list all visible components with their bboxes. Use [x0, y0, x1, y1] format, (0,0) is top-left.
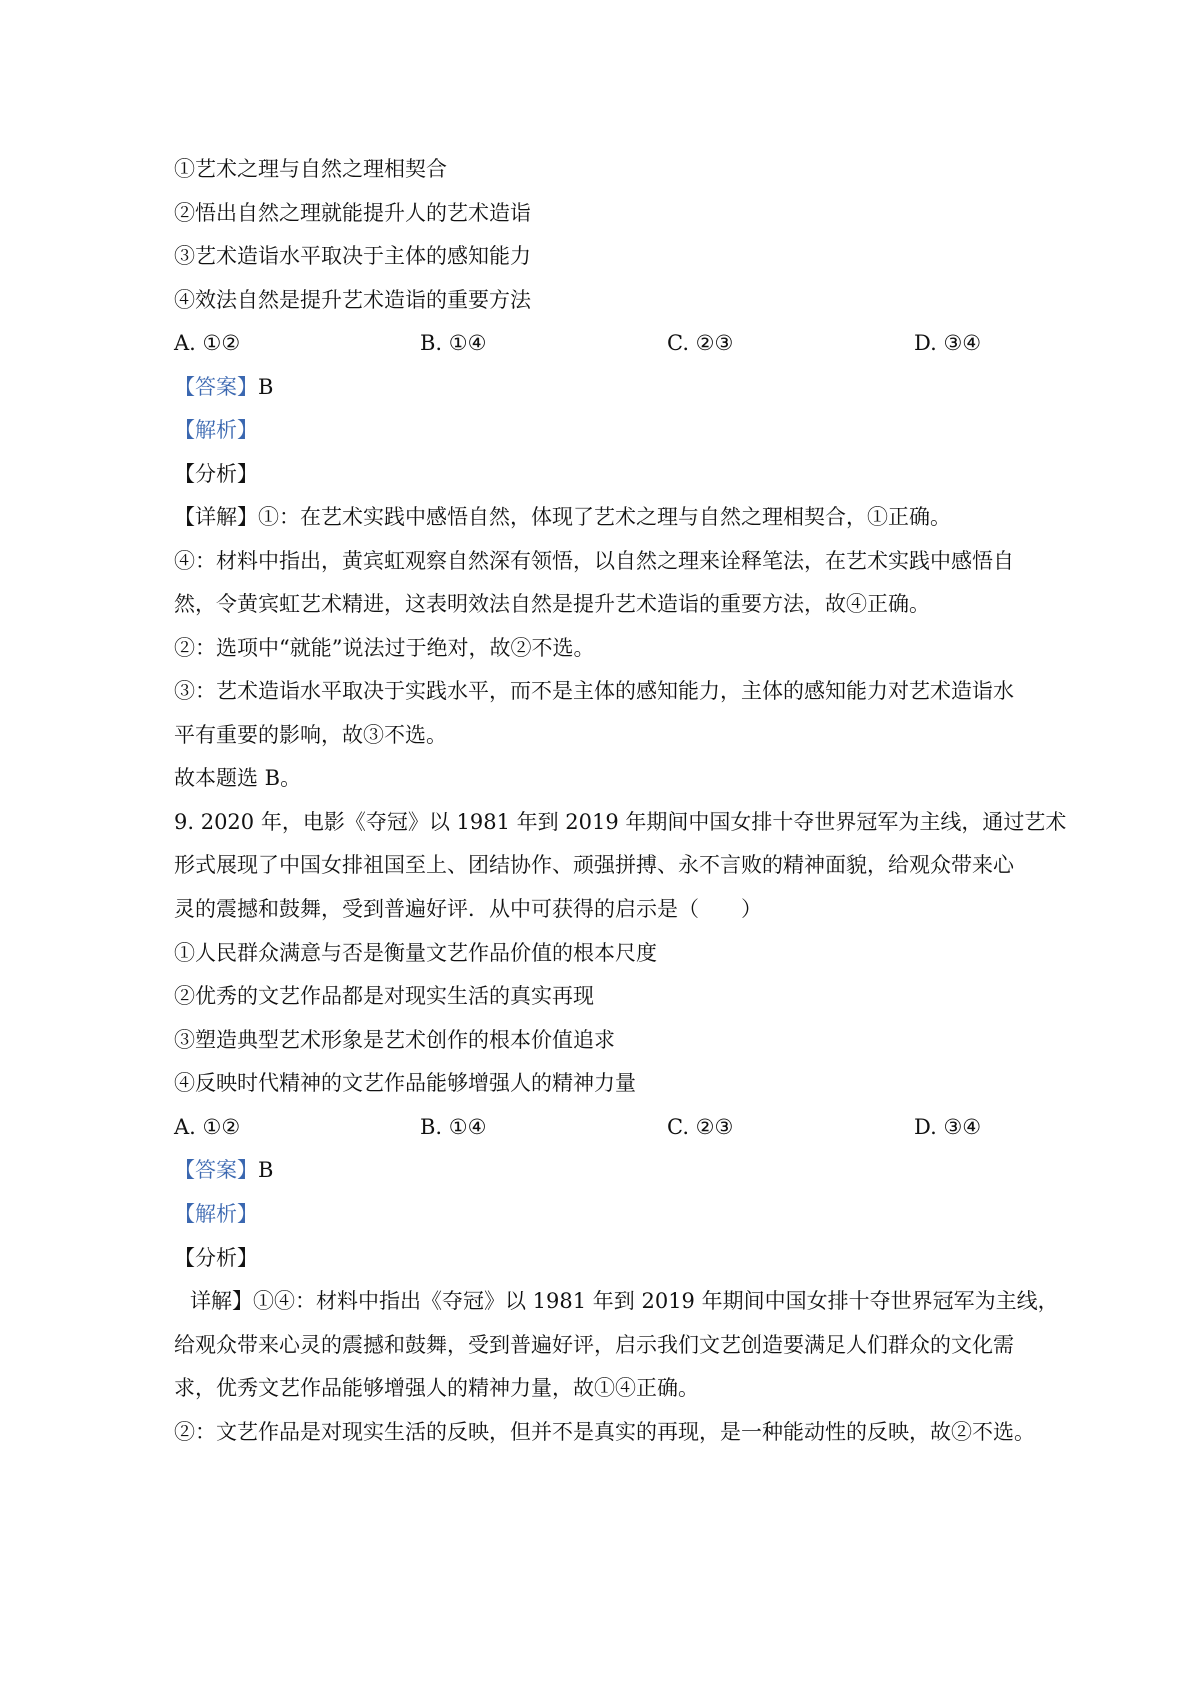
q8-option-d: D. ③④	[914, 331, 982, 355]
q9-option-c: C. ②③	[667, 1115, 734, 1139]
q8-detail-4a: ③：艺术造诣水平取决于实践水平，而不是主体的感知能力，主体的感知能力对艺术造诣水	[174, 679, 1014, 703]
q9-answer-tag: 【答案】	[174, 1158, 258, 1182]
q9-detail-1a: 详解】①④：材料中指出《夺冠》以 1981 年到 2019 年期间中国女排十夺世界冠军为主线，	[190, 1289, 1059, 1313]
q8-fenxi-tag: 【分析】	[174, 462, 258, 486]
q9-option-d: D. ③④	[914, 1115, 982, 1139]
q8-answer-tag: 【答案】	[174, 375, 258, 399]
q9-stem-2: 形式展现了中国女排祖国至上、团结协作、顽强拼搏、永不言败的精神面貌，给观众带来心	[174, 853, 1014, 877]
q9-detail-1c: 求，优秀文艺作品能够增强人的精神力量，故①④正确。	[174, 1376, 699, 1400]
q8-analysis-tag: 【解析】	[174, 418, 258, 442]
q8-conclusion: 故本题选 B。	[174, 766, 302, 790]
q9-answer	[174, 1155, 273, 1185]
q9-detail-1b: 给观众带来心灵的震撼和鼓舞，受到普遍好评，启示我们文艺创造要满足人们群众的文化需	[174, 1333, 1014, 1357]
q8-statement-3: ③艺术造诣水平取决于主体的感知能力	[174, 244, 531, 268]
q8-detail-3: ②：选项中“就能”说法过于绝对，故②不选。	[174, 636, 595, 660]
q9-statement-4: ④反映时代精神的文艺作品能够增强人的精神力量	[174, 1071, 636, 1095]
q8-detail-4b: 平有重要的影响，故③不选。	[174, 723, 447, 747]
q8-detail-1-text: ①：在艺术实践中感悟自然，体现了艺术之理与自然之理相契合，①正确。	[258, 505, 951, 529]
q8-option-c: C. ②③	[667, 331, 734, 355]
q8-answer-value: B	[258, 375, 274, 399]
q9-stem-1: 9. 2020 年，电影《夺冠》以 1981 年到 2019 年期间中国女排十夺世界冠军为主线，通过艺术	[174, 810, 1067, 834]
q9-statement-2: ②优秀的文艺作品都是对现实生活的真实再现	[174, 984, 594, 1008]
q9-analysis-tag: 【解析】	[174, 1202, 258, 1226]
q9-option-b: B. ①④	[420, 1115, 487, 1139]
q8-detail-2b: 然，令黄宾虹艺术精进，这表明效法自然是提升艺术造诣的重要方法，故④正确。	[174, 592, 930, 616]
q8-detail-1	[174, 502, 951, 532]
q8-option-a: A. ①②	[174, 331, 241, 355]
q8-statement-4: ④效法自然是提升艺术造诣的重要方法	[174, 288, 531, 312]
q8-option-b: B. ①④	[420, 331, 487, 355]
q8-statement-2: ②悟出自然之理就能提升人的艺术造诣	[174, 201, 531, 225]
q8-answer	[174, 372, 273, 402]
q8-statement-1: ①艺术之理与自然之理相契合	[174, 157, 447, 181]
q9-detail-2: ②：文艺作品是对现实生活的反映，但并不是真实的再现，是一种能动性的反映，故②不选。	[174, 1420, 1035, 1444]
q9-fenxi-tag: 【分析】	[174, 1246, 258, 1270]
q8-detail-2a: ④：材料中指出，黄宾虹观察自然深有领悟，以自然之理来诠释笔法，在艺术实践中感悟自	[174, 549, 1014, 573]
q9-statement-1: ①人民群众满意与否是衡量文艺作品价值的根本尺度	[174, 941, 657, 965]
q9-statement-3: ③塑造典型艺术形象是艺术创作的根本价值追求	[174, 1028, 615, 1052]
q9-option-a: A. ①②	[174, 1115, 241, 1139]
q9-stem-3: 灵的震撼和鼓舞，受到普遍好评．从中可获得的启示是（ ）	[174, 897, 762, 921]
q9-answer-value: B	[258, 1158, 274, 1182]
q8-detail-tag: 【详解】	[174, 505, 258, 529]
